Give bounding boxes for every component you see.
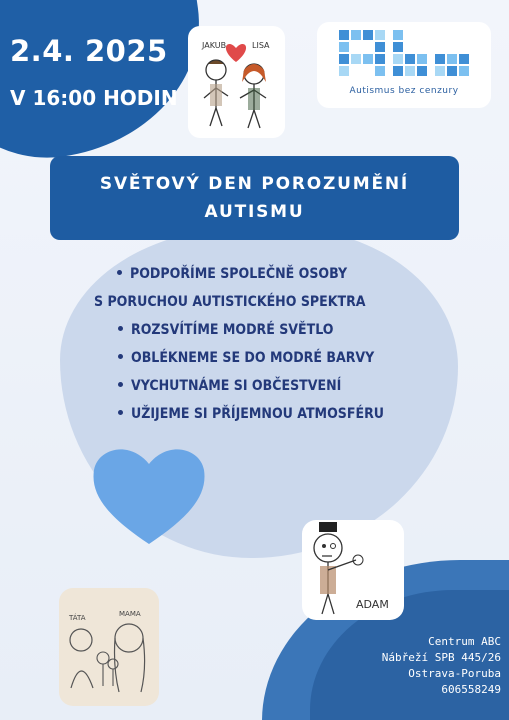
- venue-name: Centrum ABC: [428, 635, 501, 648]
- venue-street: Nábřeží SPB 445/26: [381, 651, 501, 664]
- logo-tagline: Autismus bez cenzury: [349, 86, 459, 96]
- drawing-family: [59, 588, 159, 706]
- list-item-continuation: S PORUCHOU AUTISTICKÉHO SPEKTRA: [94, 294, 366, 310]
- venue-address: [301, 634, 501, 698]
- title-line-1: SVĚTOVÝ DEN POROZUMĚNÍ: [99, 174, 410, 194]
- bullet-icon: [117, 270, 122, 275]
- drawing-name-right: LISA: [252, 41, 270, 50]
- list-item: PODPOŘÍME SPOLEČNĚ OSOBY: [117, 266, 347, 282]
- drawing-family-left: TÁTA: [69, 614, 86, 622]
- list-item: OBLÉKNEME SE DO MODRÉ BARVY: [118, 350, 374, 366]
- drawing-adam-label: ADAM: [356, 598, 389, 611]
- abc-logo-mark: [339, 30, 471, 84]
- event-date: 2.4. 2025: [10, 34, 168, 68]
- drawing-couple: [188, 26, 285, 138]
- abc-logo: [317, 22, 491, 108]
- bullet-icon: [118, 326, 123, 331]
- bullet-icon: [118, 382, 123, 387]
- list-item: UŽIJEME SI PŘÍJEMNOU ATMOSFÉRU: [118, 406, 384, 422]
- blue-heart-icon: [90, 440, 208, 548]
- event-title: [50, 156, 459, 240]
- heart-icon: [226, 44, 246, 62]
- bullet-icon: [118, 410, 123, 415]
- event-time: V 16:00 HODIN: [10, 86, 178, 110]
- drawing-adam: [302, 520, 404, 620]
- venue-city: Ostrava-Poruba: [408, 667, 501, 680]
- venue-phone: 606558249: [441, 683, 501, 696]
- drawing-family-right: MAMA: [119, 610, 141, 618]
- list-item: VYCHUTNÁME SI OBČESTVENÍ: [118, 378, 341, 394]
- drawing-name-left: JAKUB: [202, 41, 227, 50]
- list-item: ROZSVÍTÍME MODRÉ SVĚTLO: [118, 322, 333, 338]
- bullet-icon: [118, 354, 123, 359]
- title-line-2: AUTISMU: [204, 202, 305, 222]
